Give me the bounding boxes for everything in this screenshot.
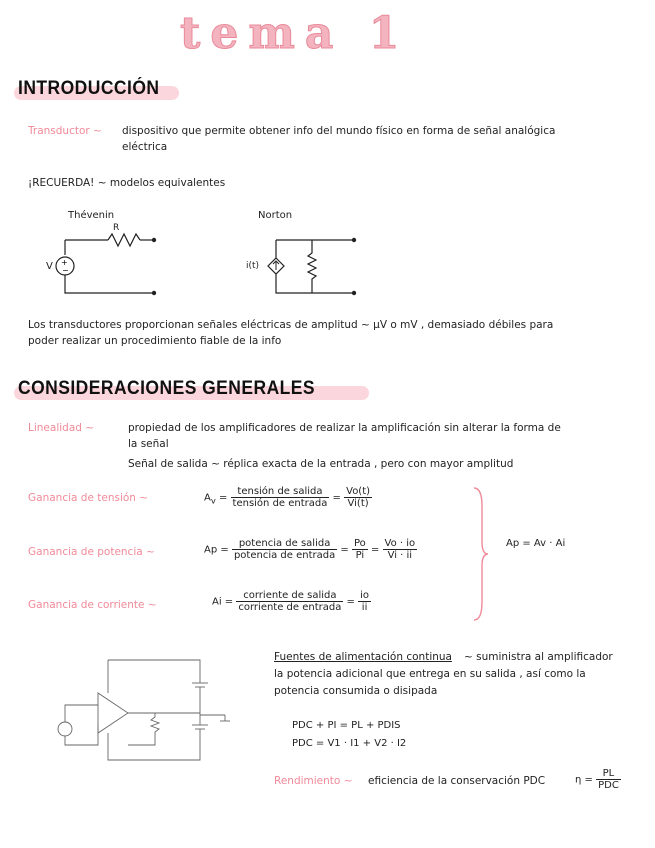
norton-i-label: i(t) xyxy=(246,261,260,271)
recuerda-text: ¡RECUERDA! ~ modelos equivalentes xyxy=(28,177,226,189)
consideraciones-heading: CONSIDERACIONES GENERALES xyxy=(18,378,316,399)
transductor-term: Transductor ~ xyxy=(28,125,102,137)
ap-formula: Ap = $\frac{\text{potencia de salida}}{\text{potencia de entrada}}$ = $\frac{Po}{Pi}$ = $\frac{Vo \cdot io}{Vi \cdot ii}$ xyxy=(204,538,416,561)
thevenin-v-label: V xyxy=(46,261,53,272)
fuentes-def-3: potencia consumida o disipada xyxy=(274,685,438,697)
power-equation-1: PDC + PI = PL + PDIS xyxy=(292,720,401,731)
svg-text:−: − xyxy=(62,266,69,275)
transductores-text-2: poder realizar un procedimiento fiable de la info xyxy=(28,335,282,347)
linealidad-term: Linealidad ~ xyxy=(28,422,95,434)
ap-relation: Ap = Av · Ai xyxy=(506,538,566,549)
fuentes-def: ~ suministra al amplificador xyxy=(464,651,613,663)
ai-formula: Ai = $\frac{\text{corriente de salida}}{\text{corriente de entrada}}$ = $\frac{io}{ii}$ xyxy=(212,590,370,613)
fuentes-def-2: la potencia adicional que entrega en su salida , así como la xyxy=(274,668,586,680)
svg-text:+: + xyxy=(61,258,68,267)
thevenin-r-label: R xyxy=(113,223,120,233)
eta-formula: η = $\frac{PL}{\text{PDC}}$ xyxy=(575,768,619,791)
brace xyxy=(470,486,490,622)
transductor-def: dispositivo que permite obtener info del mundo físico en forma de señal analógica xyxy=(122,125,556,137)
ganancia-tension-term: Ganancia de tensión ~ xyxy=(28,492,149,504)
linealidad-def-3: Señal de salida ~ réplica exacta de la entrada , pero con mayor amplitud xyxy=(128,458,514,470)
intro-heading: INTRODUCCIÓN xyxy=(18,78,160,99)
linealidad-def-2: la señal xyxy=(128,438,169,450)
thevenin-label: Thévenin xyxy=(68,210,115,221)
rendimiento-def: eficiencia de la conservación PDC xyxy=(368,775,546,787)
ganancia-corriente-term: Ganancia de corriente ~ xyxy=(28,599,157,611)
transductores-text: Los transductores proporcionan señales eléctricas de amplitud ~ µV o mV , demasiado débiles para xyxy=(28,319,554,331)
fuentes-term: Fuentes de alimentación continua xyxy=(274,651,452,663)
rendimiento-term: Rendimiento ~ xyxy=(274,775,353,787)
norton-circuit xyxy=(262,225,372,305)
norton-label: Norton xyxy=(258,210,293,221)
ganancia-potencia-term: Ganancia de potencia ~ xyxy=(28,546,155,558)
amplifier-circuit xyxy=(40,655,250,775)
thevenin-circuit xyxy=(40,220,180,300)
page-title: tema 1 xyxy=(180,8,410,59)
linealidad-def: propiedad de los amplificadores de realizar la amplificación sin alterar la forma de xyxy=(128,422,561,434)
power-equation-2: PDC = V1 · I1 + V2 · I2 xyxy=(292,738,407,749)
transductor-def-2: eléctrica xyxy=(122,141,168,153)
av-formula: $A_v$ = $\frac{\text{tensión de salida}}{\text{tensión de entrada}}$ = $\frac{Vo(t)}{Vi(t)}$ xyxy=(204,486,371,509)
